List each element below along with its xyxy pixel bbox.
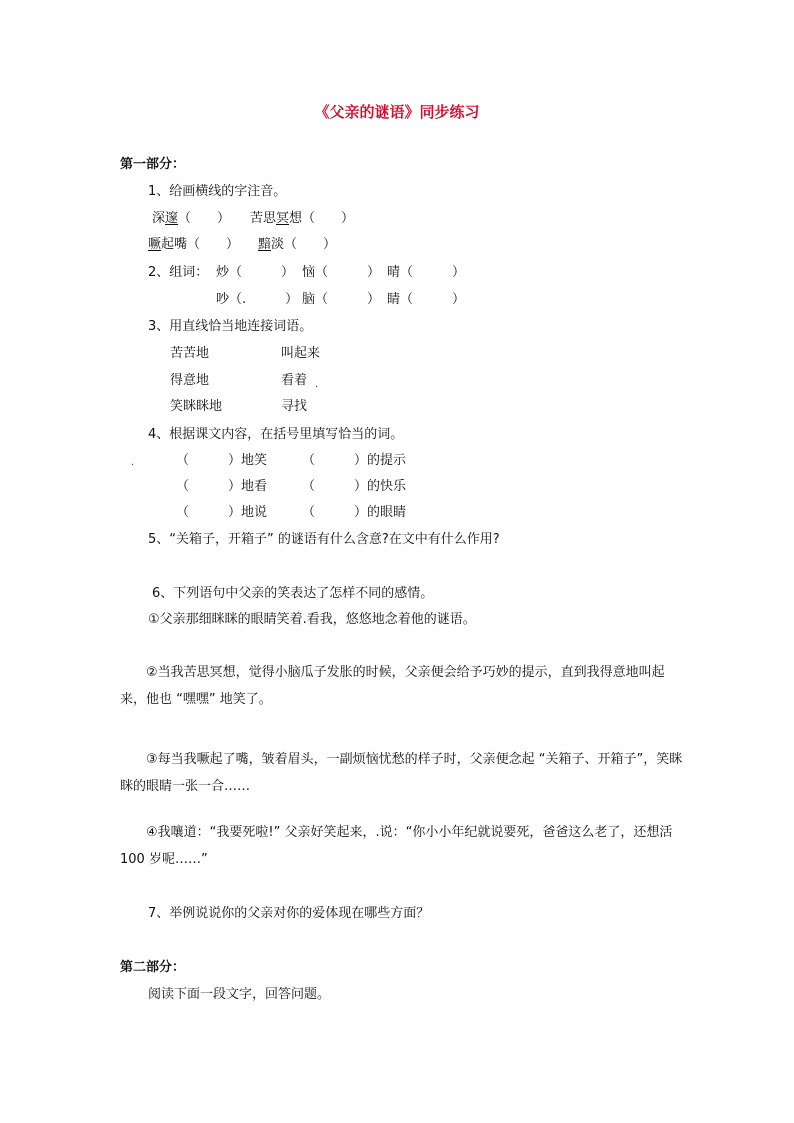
q4-left-phrase: （ ）地看 bbox=[176, 479, 268, 494]
part2-instruction: 阅读下面一段文字，回答问题。 bbox=[148, 987, 331, 1002]
q1-underlined-char: 邃 bbox=[165, 211, 179, 226]
stray-dot: . bbox=[131, 457, 135, 468]
q1-item-kusimingxiang bbox=[250, 210, 354, 228]
q2-word: 吵（. ） bbox=[216, 292, 299, 307]
q1-item-andan bbox=[258, 236, 336, 254]
q4-prompt: 4、根据课文内容，在括号里填写恰当的词。 bbox=[148, 427, 404, 442]
q4-right-phrase: （ ）的眼睛 bbox=[302, 505, 407, 520]
q2-word: 睛（ ） bbox=[387, 292, 466, 307]
q5-question: 5、“关箱子，开箱子” 的谜语有什么含意?在文中有什么作用? bbox=[148, 532, 500, 547]
q3-left-word: 得意地 bbox=[170, 373, 210, 388]
q6-item: ①父亲那细眯眯的眼睛笑着.看我，悠悠地念着他的谜语。 bbox=[148, 612, 476, 627]
q6-item: ④我嚷道：“我要死啦!” 父亲好笑起来，.说：“你小小年纪就说要死，爸爸这么老了，还想活 100 岁呢……” bbox=[120, 825, 673, 867]
q2-word: 脑（ ） bbox=[302, 292, 381, 307]
q1-prompt: 1、给画横线的字注音。 bbox=[148, 184, 287, 199]
q4-left-phrase: （ ）地说 bbox=[176, 505, 268, 520]
part1-heading: 第一部分： bbox=[120, 157, 186, 172]
q3-right-word: 看着 bbox=[281, 373, 308, 388]
q1-item-blank: （ ） bbox=[178, 211, 231, 226]
q3-right-word: 寻找 bbox=[281, 399, 308, 414]
q3-left-word: 苦苦地 bbox=[170, 346, 210, 361]
q1-item-text: 起嘴（ ） bbox=[161, 237, 240, 252]
q1-item-juezui bbox=[148, 236, 239, 254]
q1-item-text: 淡（ ） bbox=[271, 237, 337, 252]
q6-item: ③每当我噘起了嘴，皱着眉头，一副烦恼忧愁的样子时，父亲便念起 “关箱子、开箱子”，笑眯眯的眼睛一张一合…… bbox=[120, 752, 683, 794]
q1-underlined-char: 冥 bbox=[276, 211, 290, 226]
q2-word: 恼（ ） bbox=[302, 265, 381, 280]
q4-left-phrase: （ ）地笑 bbox=[176, 453, 268, 468]
q2-label: 2、组词： bbox=[148, 265, 209, 280]
part2-heading: 第二部分： bbox=[120, 960, 186, 975]
q2-word: 晴（ ） bbox=[387, 265, 466, 280]
q6-prompt: 6、下列语句中父亲的笑表达了怎样不同的感情。 bbox=[152, 586, 434, 601]
q1-item-text: 苦思 bbox=[250, 211, 277, 226]
q4-right-phrase: （ ）的提示 bbox=[302, 453, 407, 468]
q3-right-word: 叫起来 bbox=[281, 346, 321, 361]
page-title: 《父亲的谜语》同步练习 bbox=[314, 103, 480, 121]
q6-item: ②当我苦思冥想，觉得小脑瓜子发胀的时候，父亲便会给予巧妙的提示，直到我得意地叫起来，他也 “嘿嘿” 地笑了。 bbox=[120, 665, 665, 707]
q1-item-shensui bbox=[152, 210, 230, 228]
q7-question: 7、举例说说你的父亲对你的爱体现在哪些方面？ bbox=[148, 906, 430, 921]
q1-item-text: 想（ ） bbox=[289, 211, 355, 226]
q4-right-phrase: （ ）的快乐 bbox=[302, 479, 407, 494]
stray-dot: . bbox=[315, 379, 319, 390]
q3-left-word: 笑眯眯地 bbox=[170, 399, 223, 414]
q2-word: 炒（ ） bbox=[216, 265, 295, 280]
q1-item-text: 深 bbox=[152, 211, 166, 226]
q3-prompt: 3、用直线恰当地连接词语。 bbox=[148, 319, 313, 334]
q1-underlined-char: 黯 bbox=[258, 237, 272, 252]
q1-underlined-char: 噘 bbox=[148, 237, 162, 252]
